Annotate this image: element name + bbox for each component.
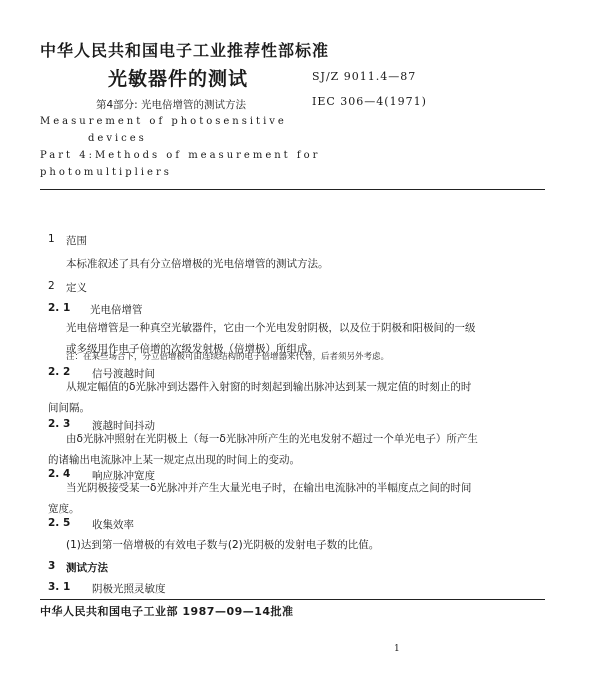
page-number: 1 [394,644,400,654]
section-2-3-title: 渡越时间抖动 [92,420,155,432]
standard-code-iec: IEC 306—4(1971) [312,95,427,108]
section-1-title: 范围 [66,235,87,247]
section-2-5-title: 收集效率 [92,519,134,531]
standard-code-sj: SJ/Z 9011.4—87 [312,70,417,83]
header-divider [40,189,545,190]
section-2-1-title: 光电倍增管 [90,304,143,316]
section-2-4-number: 2. 4 [48,468,71,480]
approval-line: 中华人民共和国电子工业部 1987—09—14批准 [40,605,294,618]
section-3-title: 测试方法 [66,562,108,574]
section-2-5-body: (1)达到第一倍增极的有效电子数与(2)光阴极的发射电子数的比值。 [66,539,380,551]
section-2-2-body: 从规定幅值的δ光脉冲到达器件入射窗的时刻起到输出脉冲达到某一规定值的时刻止的时间间隔。 [48,381,472,414]
section-2-2-number: 2. 2 [48,366,71,378]
section-2-title: 定义 [66,282,87,294]
section-2-4-body: 当光阴极接受某一δ光脉冲并产生大量光电子时，在输出电流脉冲的半幅度点之间的时间宽度。 [48,482,472,515]
section-3-number: 3 [48,560,56,572]
section-2-number: 2 [48,280,55,292]
section-1-body: 本标准叙述了具有分立倍增极的光电倍增管的测试方法。 [66,258,329,270]
section-3-1-title: 阴极光照灵敏度 [92,583,166,595]
english-title-line-3: Part 4:Methods of measurement for [40,150,321,161]
section-2-3-number: 2. 3 [48,418,71,430]
section-2-2-title: 信号渡越时间 [92,368,155,380]
section-2-5-number: 2. 5 [48,517,71,529]
english-title-line-4: photomultipliers [40,167,172,178]
section-2-1-body: 光电倍增管是一种真空光敏器件，它由一个光电发射阴极，以及位于阴极和阳极间的一级或多级用作电子倍增的次级发射极（倍增极）所组成。 [66,322,476,355]
english-title-line-1: Measurement of photosensitive [40,116,287,127]
section-2-3-body: 由δ光脉冲照射在光阴极上（每一δ光脉冲所产生的光电发射不超过一个单光电子）所产生的诸输出电流脉冲上某一规定点出现的时间上的变动。 [48,433,478,466]
footer-divider [40,599,545,600]
section-2-1-note: 注：在某些场合下，分立倍增极可由连续结构的电子倍增器来代替，后者须另外考虑。 [66,352,390,362]
document-title: 光敏器件的测试 [108,68,249,90]
section-2-1-number: 2. 1 [48,302,71,314]
document-subtitle: 第4部分: 光电倍增管的测试方法 [96,99,247,111]
section-2-4-title: 响应脉冲宽度 [92,470,155,482]
standard-title: 中华人民共和国电子工业推荐性部标准 [40,41,330,60]
section-1-number: 1 [48,233,55,245]
english-title-line-2: devices [88,133,147,144]
section-3-1-number: 3. 1 [48,581,71,593]
